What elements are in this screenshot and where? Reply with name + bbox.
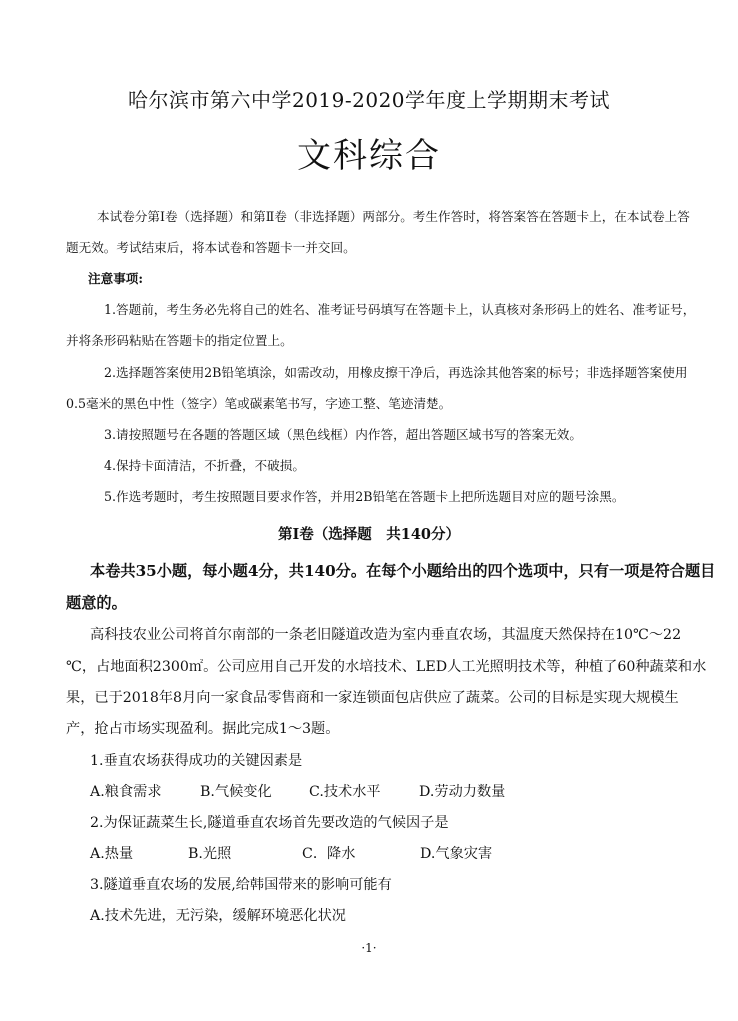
question-2-option-d: D.气象灾害 bbox=[420, 846, 493, 862]
question-2-option-a: A.热量 bbox=[90, 846, 134, 862]
passage-line-3: 果，已于2018年8月向一家食品零售商和一家连锁面包店供应了蔬菜。公司的目标是实现大规模生 bbox=[66, 690, 679, 706]
passage-line-4: 产，抢占市场实现盈利。据此完成1～3题。 bbox=[66, 721, 340, 737]
intro-line-1: 本试卷分第Ⅰ卷（选择题）和第Ⅱ卷（非选择题）两部分。考生作答时，将答案答在答题卡上，在本试卷上答 bbox=[97, 209, 690, 224]
page-number: ·1· bbox=[361, 941, 377, 955]
exam-subject: 文科综合 bbox=[297, 136, 441, 176]
notice-item-1-line-2: 并将条形码粘贴在答题卡的指定位置上。 bbox=[66, 333, 293, 348]
question-1-option-b: B.气候变化 bbox=[200, 784, 272, 800]
question-2-option-b: B.光照 bbox=[188, 846, 232, 862]
notice-heading: 注意事项: bbox=[88, 271, 144, 286]
notice-item-1-line-1: 1.答题前，考生务必先将自己的姓名、准考证号码填写在答题卡上，认真核对条形码上的姓名、准考证号， bbox=[104, 302, 696, 317]
section-instruction-line-2: 题意的。 bbox=[66, 594, 127, 612]
exam-title: 哈尔滨市第六中学2019-2020学年度上学期期末考试 bbox=[127, 88, 611, 112]
section-instruction-line-1: 本卷共35小题，每小题4分，共140分。在每个小题给出的四个选项中，只有一项是符合题目 bbox=[90, 562, 716, 580]
notice-item-4: 4.保持卡面清洁，不折叠，不破损。 bbox=[104, 458, 305, 473]
question-2-options bbox=[90, 843, 650, 863]
passage-line-1: 高科技农业公司将首尔南部的一条老旧隧道改造为室内垂直农场，其温度天然保持在10℃～22 bbox=[90, 627, 682, 643]
question-1-option-d: D.劳动力数量 bbox=[419, 784, 506, 800]
question-3-option-a: A.技术先进，无污染，缓解环境恶化状况 bbox=[90, 908, 346, 924]
notice-item-2-line-2: 0.5毫米的黑色中性（签字）笔或碳素笔书写，字迹工整、笔迹清楚。 bbox=[66, 396, 452, 411]
question-1-options bbox=[90, 781, 650, 801]
notice-item-5: 5.作选考题时，考生按照题目要求作答，并用2B铅笔在答题卡上把所选题目对应的题号涂黑。 bbox=[104, 489, 625, 504]
section-heading: 第Ⅰ卷（选择题 共140分） bbox=[277, 526, 461, 543]
question-3-stem: 3.隧道垂直农场的发展,给韩国带来的影响可能有 bbox=[90, 877, 392, 893]
notice-item-2-line-1: 2.选择题答案使用2B铅笔填涂，如需改动，用橡皮擦干净后，再选涂其他答案的标号；非选择题答案使用 bbox=[104, 365, 688, 380]
question-1-option-c: C.技术水平 bbox=[309, 784, 381, 800]
notice-item-3: 3.请按照题号在各题的答题区域（黑色线框）内作答，超出答题区域书写的答案无效。 bbox=[104, 427, 582, 442]
question-2-option-c: C．降水 bbox=[302, 846, 356, 862]
question-1-stem: 1.垂直农场获得成功的关键因素是 bbox=[90, 753, 303, 769]
intro-line-2: 题无效。考试结束后，将本试卷和答题卡一并交回。 bbox=[66, 240, 356, 255]
passage-line-2: ℃，占地面积2300㎡。公司应用自己开发的水培技术、LED人工光照明技术等，种植了60种蔬菜和水 bbox=[66, 659, 707, 675]
question-1-option-a: A.粮食需求 bbox=[90, 784, 162, 800]
question-2-stem: 2.为保证蔬菜生长,隧道垂直农场首先要改造的气候因子是 bbox=[90, 815, 449, 831]
